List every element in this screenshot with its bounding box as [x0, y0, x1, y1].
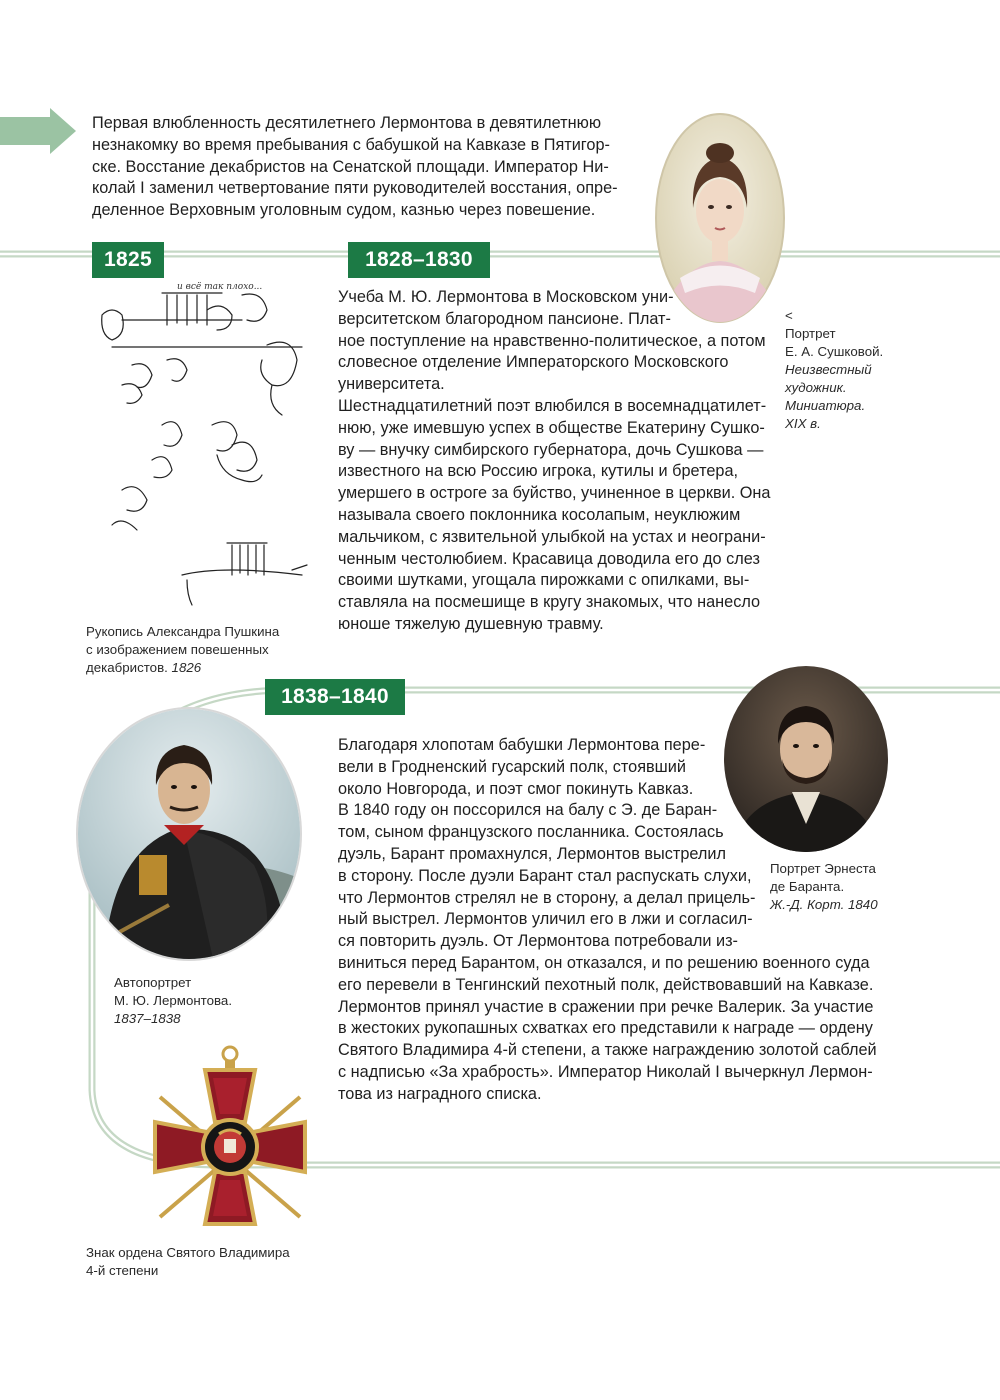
order-of-vladimir-image: [145, 1042, 315, 1237]
section-1828-text: [338, 287, 778, 636]
text-line: умершего в остроге за буйство, учиненное в церкви. Она: [338, 484, 771, 503]
order-caption: [86, 1244, 290, 1280]
caption-line: Портрет Эрнеста: [770, 861, 876, 876]
intro-line: Первая влюбленность десятилетнего Лермонтова в девятилетнюю: [92, 114, 602, 132]
text-line: Благодаря хлопотам бабушки Лермонтова пере-: [338, 736, 706, 754]
year-badge-1828-1830: 1828–1830: [348, 242, 490, 278]
text-line: словесное отделение Императорского Московского: [338, 353, 729, 372]
caption-line: художник.: [785, 380, 847, 395]
text-line: около Новгорода, и поэт смог покинуть Кавказ.: [338, 779, 694, 798]
text-line: това из наградного списка.: [338, 1084, 542, 1103]
text-line: ся повторить дуэль. От Лермонтова потребовали из-: [338, 932, 738, 951]
intro-line: деленное Верховным уголовным судом, казнью через повешение.: [92, 201, 596, 220]
text-line: в сторону. После дуэли Барант стал распускать слухи,: [338, 866, 752, 885]
caption-line: де Баранта.: [770, 879, 845, 894]
caption-line: [86, 659, 279, 677]
caption-line: Ж.-Д. Корт. 1840: [770, 897, 878, 912]
chevron-arrow-icon: [0, 108, 76, 154]
caption-arrow: <: [785, 308, 793, 323]
caption-line: с изображением повешенных: [86, 642, 269, 657]
text-line: В 1840 году он поссорился на балу с Э. де Баран-: [338, 801, 718, 820]
text-line: в жестоких рукопашных схватках его представили к награде — ордену: [338, 1019, 873, 1038]
caption-line: Е. А. Сушковой.: [785, 344, 884, 359]
text-line: ставляла на посмешище в кругу знакомых, что нанесло: [338, 593, 761, 612]
text-line: что Лермонтов стрелял не в сторону, а делал прицель-: [338, 888, 756, 907]
caption-line: Знак ордена Святого Владимира: [86, 1245, 290, 1260]
caption-line: Автопортрет: [114, 975, 192, 990]
text-line: мальчиком, с язвительной улыбкой на устах и неограни-: [338, 527, 766, 546]
caption-line: Портрет: [785, 326, 836, 341]
caption-line: 4-й степени: [86, 1263, 159, 1278]
caption-line: М. Ю. Лермонтова.: [114, 993, 233, 1008]
text-line: ное поступление на нравственно-политическое, а потом: [338, 331, 766, 350]
pushkin-manuscript-image: [92, 275, 317, 610]
caption-text: декабристов.: [86, 660, 168, 675]
text-line: ву — внучку симбирского губернатора, дочь Сушкова —: [338, 440, 764, 459]
intro-line: ске. Восстание декабристов на Сенатской площади. Император Ни-: [92, 157, 609, 176]
intro-line: колай I заменил четвертование пяти руководителей восстания, опре-: [92, 179, 618, 198]
caption-line: Миниатюра.: [785, 398, 866, 413]
caption-line: 1837–1838: [114, 1011, 181, 1026]
text-line: университета.: [338, 375, 445, 394]
year-badge-1825: 1825: [92, 242, 164, 278]
text-line: Лермонтов принял участие в сражении при речке Валерик. За участие: [338, 997, 874, 1016]
text-line: Учеба М. Ю. Лермонтова в Московском уни-: [338, 288, 674, 306]
intro-line: незнакомку во время пребывания с бабушкой на Кавказе в Пятигор-: [92, 135, 610, 154]
text-line: с надписью «За храбрость». Император Николай I вычеркнул Лермон-: [338, 1062, 873, 1081]
caption-line: Рукопись Александра Пушкина: [86, 624, 280, 639]
caption-year: 1826: [171, 660, 202, 675]
text-line: том, сыном французского посланника. Состоялась: [338, 823, 724, 842]
text-line: Шестнадцатилетний поэт влюбился в восемнадцатилет-: [338, 396, 767, 415]
section-1838-text: [338, 735, 898, 1106]
text-line: верситетском благородном пансионе. Плат-: [338, 309, 671, 328]
text-line: ный выстрел. Лермонтов уличил его в лжи и согласил-: [338, 910, 753, 929]
text-line: Святого Владимира 4-й степени, а также награждению золотой саблей: [338, 1041, 877, 1060]
text-line: юноше тяжелую душевную травму.: [338, 614, 604, 633]
lermontov-selfportrait-image: [74, 705, 304, 963]
sushkova-caption: [785, 307, 883, 433]
text-line: называла своего поклонника косолапым, неуклюжим: [338, 505, 741, 524]
year-badge-1838-1840: 1838–1840: [265, 679, 405, 715]
text-line: вели в Гродненский гусарский полк, стоявший: [338, 757, 686, 776]
sketch-handwriting: и всё так плохо...: [177, 282, 263, 292]
text-line: нюю, уже имевшую успех в обществе Екатерину Сушко-: [338, 418, 765, 437]
text-line: виниться перед Барантом, он отказался, и по решению военного суда: [338, 953, 870, 972]
intro-text: [92, 113, 652, 222]
text-line: ченным честолюбием. Красавица доводила его до слез: [338, 549, 760, 568]
caption-line: Неизвестный: [785, 362, 872, 377]
pushkin-caption: [86, 623, 279, 677]
text-line: дуэль, Барант промахнулся, Лермонтов выстрелил: [338, 844, 726, 863]
selfportrait-caption: [114, 974, 232, 1028]
text-line: известного на всю Россию игрока, кутилы и бретера,: [338, 462, 739, 481]
text-line: своими шутками, угощала пирожками с опилками, вы-: [338, 571, 750, 590]
caption-line: XIX в.: [785, 416, 821, 431]
text-line: его перевели в Тенгинский пехотный полк, действовавший на Кавказе.: [338, 975, 874, 994]
